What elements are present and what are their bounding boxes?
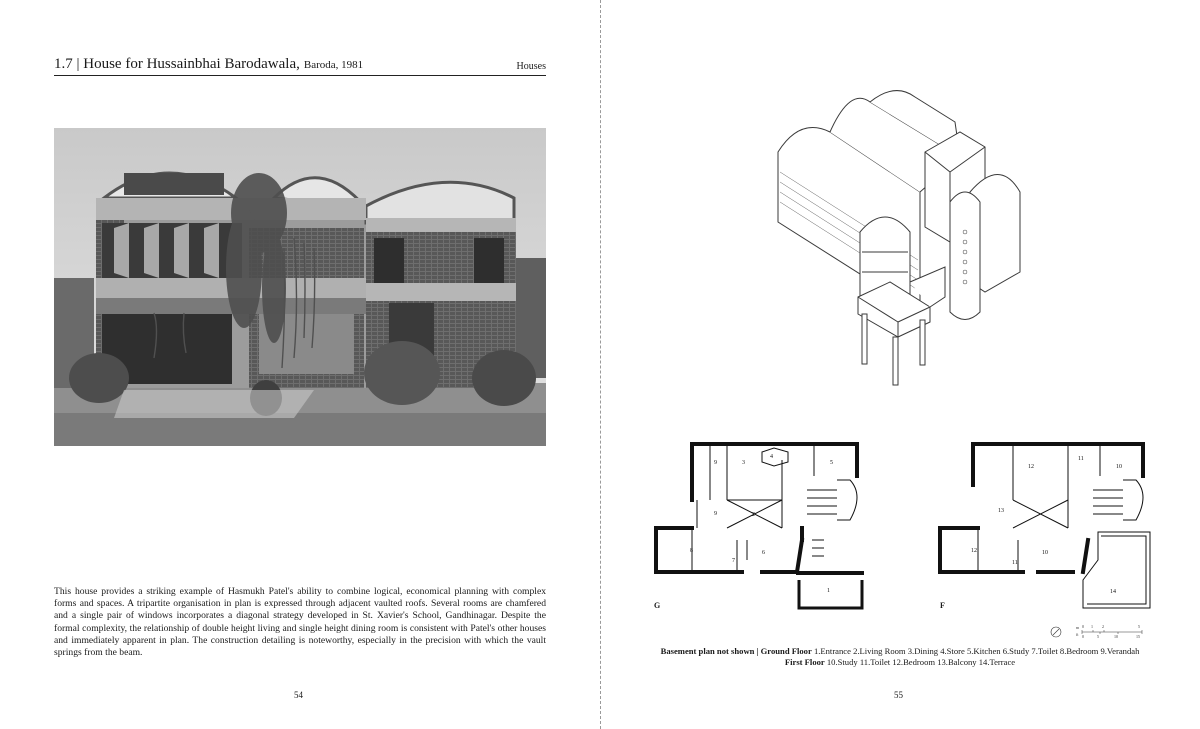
svg-text:13: 13 (998, 508, 1004, 514)
svg-text:9: 9 (714, 460, 717, 466)
first-floor-plan (938, 440, 1153, 615)
svg-text:5: 5 (1138, 624, 1140, 629)
plan-label-ground: G (654, 601, 661, 610)
caption-ground-heading: Basement plan not shown | Ground Floor (660, 646, 812, 656)
svg-text:3: 3 (742, 460, 745, 466)
svg-text:2: 2 (752, 512, 755, 518)
caption-first-heading: First Floor (784, 657, 825, 667)
svg-text:9: 9 (714, 511, 717, 517)
house-photograph (54, 128, 546, 446)
svg-text:0: 0 (1082, 624, 1084, 629)
svg-text:4: 4 (770, 454, 773, 460)
svg-text:5: 5 (830, 460, 833, 466)
plan-label-first: F (940, 601, 945, 610)
svg-text:15: 15 (1136, 634, 1140, 639)
svg-text:5: 5 (1097, 634, 1099, 639)
svg-text:1: 1 (827, 588, 830, 594)
svg-text:0: 0 (1082, 634, 1084, 639)
svg-text:12: 12 (1028, 464, 1034, 470)
project-description: This house provides a striking example of Hasmukh Patel's ability to combine logical, economical planning with complex forms and spaces. A tripartite organisation in plan is expressed through adjacent vaulted roofs. Several rooms are chamfered and a single pair of windows incorporates a diagonal strategy developed in St. Xavier's School, Gandhinagar. Despite the formal complexity, the relationship of double height living and single height dining room is consistent with Patel's other houses and immediately apparent in plan. The construction detailing is noteworthy, especially in the precision with which the vault springs from the beam. (54, 586, 546, 659)
plan-caption (640, 646, 1160, 668)
caption-ground-legend: 1.Entrance 2.Living Room 3.Dining 4.Store 5.Kitchen 6.Study 7.Toilet 8.Bedroom 9.Verandah (811, 646, 1140, 656)
svg-text:6: 6 (762, 550, 765, 556)
caption-first-legend: 10.Study 11.Toilet 12.Bedroom 13.Balcony 14.Terrace (824, 657, 1016, 667)
svg-text:10: 10 (1042, 550, 1048, 556)
page-spine (600, 0, 601, 729)
svg-text:10: 10 (1116, 464, 1122, 470)
page-number-right: 55 (894, 690, 903, 700)
page-number-left: 54 (294, 690, 303, 700)
svg-text:11: 11 (1012, 560, 1018, 566)
project-title: 1.7 | House for Hussainbhai Barodawala, (54, 56, 300, 72)
svg-text:14: 14 (1110, 589, 1116, 595)
section-label: Houses (516, 61, 546, 72)
svg-text:2: 2 (1102, 624, 1104, 629)
svg-text:10: 10 (1114, 634, 1118, 639)
svg-text:7: 7 (732, 558, 735, 564)
svg-text:8: 8 (690, 548, 693, 554)
svg-text:ft: ft (1076, 632, 1079, 637)
axonometric-drawing (770, 82, 1040, 386)
scale-bar (1050, 622, 1150, 642)
ground-floor-plan (652, 440, 867, 610)
page-header (54, 58, 546, 76)
svg-text:m: m (1076, 625, 1080, 630)
project-place-year: Baroda, 1981 (303, 59, 364, 71)
svg-text:12: 12 (971, 548, 977, 554)
svg-text:1: 1 (1091, 624, 1093, 629)
svg-text:11: 11 (1078, 456, 1084, 462)
